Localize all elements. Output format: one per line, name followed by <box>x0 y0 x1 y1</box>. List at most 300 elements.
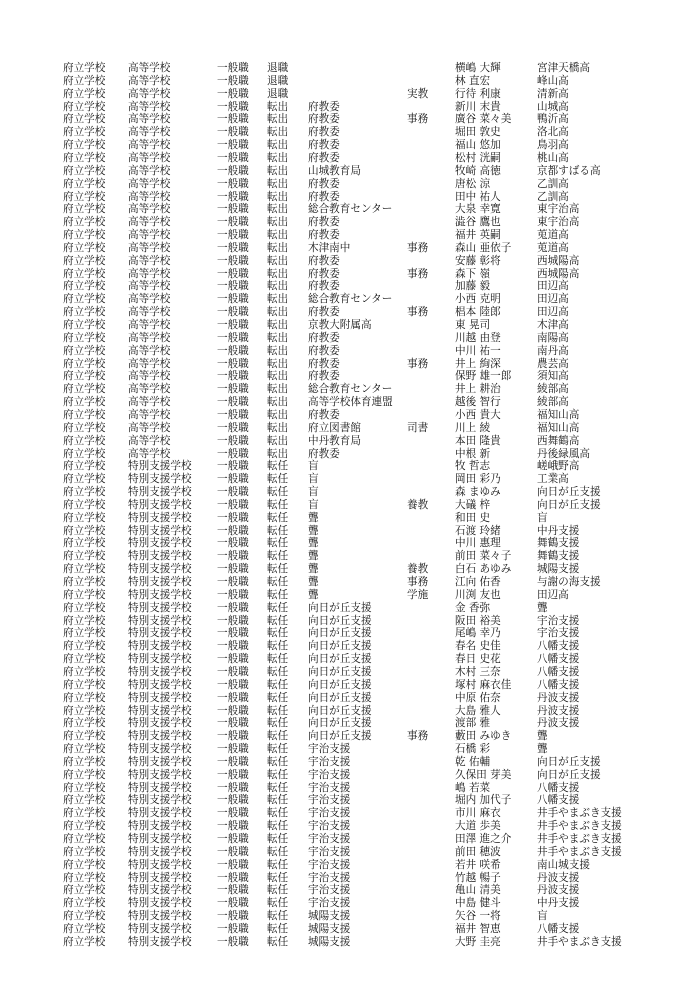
job-type-cell: 一般職 <box>217 383 249 396</box>
person-name-cell: 東 晃司 <box>455 319 491 331</box>
job-type-cell: 一般職 <box>217 691 249 704</box>
movement-cell: 退職 <box>267 74 289 87</box>
category-cell: 府立学校 <box>63 190 106 203</box>
person-name-cell: 福山 悠加 <box>455 139 501 152</box>
table-row <box>0 756 700 769</box>
school-type-cell: 高等学校 <box>128 151 171 164</box>
origin-cell: 南丹高 <box>537 344 569 357</box>
school-type-cell: 高等学校 <box>128 396 171 409</box>
job-type-cell: 一般職 <box>217 935 249 948</box>
destination-cell: 城陽支援 <box>308 935 351 948</box>
origin-cell: 福知山高 <box>537 421 580 434</box>
movement-cell: 転任 <box>267 833 289 845</box>
origin-cell: 乙訓高 <box>537 190 569 203</box>
category-cell: 府立学校 <box>63 293 106 306</box>
school-type-cell: 高等学校 <box>128 241 171 254</box>
movement-cell: 転出 <box>267 216 289 229</box>
origin-cell: 山城高 <box>537 100 569 113</box>
school-type-cell: 特別支援学校 <box>128 498 192 511</box>
table-row <box>0 165 700 178</box>
table-row <box>0 910 700 923</box>
job-type-cell: 一般職 <box>217 62 249 74</box>
origin-cell: 京都すばる高 <box>537 164 601 177</box>
position-cell: 養教 <box>407 563 429 576</box>
job-type-cell: 一般職 <box>217 331 249 344</box>
table-row <box>0 139 700 152</box>
job-type-cell: 一般職 <box>217 678 249 691</box>
table-row <box>0 126 700 139</box>
origin-cell: 井手やまぶき支援 <box>537 833 622 845</box>
category-cell: 府立学校 <box>63 113 106 126</box>
destination-cell: 向日が丘支援 <box>308 665 372 678</box>
origin-cell: 盲 <box>537 910 548 923</box>
person-name-cell: 加藤 毅 <box>455 280 491 293</box>
destination-cell: 宇治支援 <box>308 794 351 807</box>
job-type-cell: 一般職 <box>217 190 249 203</box>
movement-cell: 転出 <box>267 241 289 254</box>
job-type-cell: 一般職 <box>217 280 249 293</box>
category-cell: 府立学校 <box>63 653 106 666</box>
school-type-cell: 特別支援学校 <box>128 653 192 666</box>
person-name-cell: 木村 三奈 <box>455 665 501 678</box>
table-row <box>0 537 700 550</box>
category-cell: 府立学校 <box>63 331 106 344</box>
movement-cell: 転出 <box>267 306 289 319</box>
table-row <box>0 820 700 833</box>
category-cell: 府立学校 <box>63 267 106 280</box>
origin-cell: 東宇治高 <box>537 216 580 229</box>
movement-cell: 転出 <box>267 190 289 203</box>
origin-cell: 西舞鶴高 <box>537 434 580 447</box>
school-type-cell: 高等学校 <box>128 408 171 421</box>
job-type-cell: 一般職 <box>217 768 249 781</box>
table-row <box>0 936 700 949</box>
person-name-cell: 石渡 玲緒 <box>455 524 501 537</box>
person-name-cell: 森下 嶺 <box>455 267 491 280</box>
origin-cell: 中丹支援 <box>537 524 580 537</box>
destination-cell: 城陽支援 <box>308 910 351 923</box>
movement-cell: 転任 <box>267 678 289 691</box>
origin-cell: 西城陽高 <box>537 267 580 280</box>
table-row <box>0 383 700 396</box>
school-type-cell: 特別支援学校 <box>128 717 192 730</box>
table-row <box>0 627 700 640</box>
category-cell: 府立学校 <box>63 164 106 177</box>
origin-cell: 東宇治高 <box>537 203 580 216</box>
destination-cell: 向日が丘支援 <box>308 691 372 704</box>
person-name-cell: 牧 哲志 <box>455 460 491 473</box>
school-type-cell: 特別支援学校 <box>128 871 192 884</box>
origin-cell: 清新高 <box>537 87 569 100</box>
school-type-cell: 高等学校 <box>128 319 171 331</box>
job-type-cell: 一般職 <box>217 267 249 280</box>
school-type-cell: 特別支援学校 <box>128 460 192 473</box>
category-cell: 府立学校 <box>63 537 106 550</box>
job-type-cell: 一般職 <box>217 306 249 319</box>
job-type-cell: 一般職 <box>217 229 249 242</box>
destination-cell: 府教委 <box>308 113 340 126</box>
category-cell: 府立学校 <box>63 229 106 242</box>
table-row <box>0 113 700 126</box>
movement-cell: 転出 <box>267 331 289 344</box>
category-cell: 府立学校 <box>63 383 106 396</box>
category-cell: 府立学校 <box>63 280 106 293</box>
origin-cell: 福知山高 <box>537 408 580 421</box>
origin-cell: 八幡支援 <box>537 640 580 653</box>
table-row <box>0 473 700 486</box>
person-name-cell: 岡田 彩乃 <box>455 473 501 486</box>
job-type-cell: 一般職 <box>217 486 249 499</box>
category-cell: 府立学校 <box>63 845 106 858</box>
job-type-cell: 一般職 <box>217 640 249 653</box>
origin-cell: 農芸高 <box>537 357 569 370</box>
category-cell: 府立学校 <box>63 588 106 601</box>
school-type-cell: 特別支援学校 <box>128 588 192 601</box>
person-name-cell: 尾嶋 幸乃 <box>455 627 501 640</box>
person-name-cell: 乾 佑輔 <box>455 755 491 768</box>
school-type-cell: 特別支援学校 <box>128 704 192 717</box>
destination-cell: 盲 <box>308 486 319 499</box>
job-type-cell: 一般職 <box>217 151 249 164</box>
origin-cell: 丹後緑風高 <box>537 447 590 460</box>
movement-cell: 転出 <box>267 177 289 190</box>
position-cell: 司書 <box>407 421 429 434</box>
movement-cell: 転任 <box>267 627 289 640</box>
table-row <box>0 191 700 204</box>
person-name-cell: 中島 健斗 <box>455 897 501 910</box>
movement-cell: 転任 <box>267 537 289 550</box>
school-type-cell: 高等学校 <box>128 434 171 447</box>
movement-cell: 転任 <box>267 755 289 768</box>
category-cell: 府立学校 <box>63 550 106 563</box>
origin-cell: 聾 <box>537 601 548 614</box>
school-type-cell: 特別支援学校 <box>128 665 192 678</box>
person-name-cell: 中原 佑奈 <box>455 691 501 704</box>
position-cell: 事務 <box>407 241 429 254</box>
category-cell: 府立学校 <box>63 820 106 833</box>
school-type-cell: 高等学校 <box>128 113 171 126</box>
table-row <box>0 615 700 628</box>
origin-cell: 田辺高 <box>537 306 569 319</box>
job-type-cell: 一般職 <box>217 254 249 267</box>
movement-cell: 転任 <box>267 935 289 948</box>
destination-cell: 宇治支援 <box>308 781 351 794</box>
school-type-cell: 特別支援学校 <box>128 691 192 704</box>
origin-cell: 井手やまぶき支援 <box>537 820 622 833</box>
movement-cell: 転任 <box>267 486 289 499</box>
table-row <box>0 640 700 653</box>
destination-cell: 中丹教育局 <box>308 434 361 447</box>
movement-cell: 転任 <box>267 498 289 511</box>
movement-cell: 転出 <box>267 267 289 280</box>
movement-cell: 転任 <box>267 897 289 910</box>
person-name-cell: 越後 智行 <box>455 396 501 409</box>
origin-cell: 舞鶴支援 <box>537 537 580 550</box>
person-name-cell: 小西 克明 <box>455 293 501 306</box>
destination-cell: 府教委 <box>308 139 340 152</box>
category-cell: 府立学校 <box>63 665 106 678</box>
category-cell: 府立学校 <box>63 563 106 576</box>
origin-cell: 須知高 <box>537 370 569 383</box>
movement-cell: 転任 <box>267 717 289 730</box>
origin-cell: 八幡支援 <box>537 678 580 691</box>
category-cell: 府立学校 <box>63 807 106 820</box>
job-type-cell: 一般職 <box>217 100 249 113</box>
origin-cell: 井手やまぶき支援 <box>537 845 622 858</box>
movement-cell: 転任 <box>267 910 289 923</box>
position-cell: 事務 <box>407 576 429 588</box>
table-row <box>0 705 700 718</box>
table-row <box>0 769 700 782</box>
category-cell: 府立学校 <box>63 87 106 100</box>
person-name-cell: 前田 菜々子 <box>455 550 512 563</box>
person-name-cell: 金 香弥 <box>455 601 491 614</box>
table-row <box>0 884 700 897</box>
destination-cell: 向日が丘支援 <box>308 704 372 717</box>
table-row <box>0 178 700 191</box>
table-row <box>0 88 700 101</box>
person-name-cell: 本田 隆貴 <box>455 434 501 447</box>
table-row <box>0 679 700 692</box>
school-type-cell: 特別支援学校 <box>128 897 192 910</box>
job-type-cell: 一般職 <box>217 858 249 871</box>
movement-cell: 転出 <box>267 254 289 267</box>
destination-cell: 総合教育センター <box>308 383 393 396</box>
table-row <box>0 653 700 666</box>
origin-cell: 八幡支援 <box>537 653 580 666</box>
category-cell: 府立学校 <box>63 704 106 717</box>
movement-cell: 転出 <box>267 421 289 434</box>
origin-cell: 城陽支援 <box>537 563 580 576</box>
category-cell: 府立学校 <box>63 833 106 845</box>
destination-cell: 向日が丘支援 <box>308 653 372 666</box>
position-cell: 事務 <box>407 113 429 126</box>
table-row <box>0 293 700 306</box>
origin-cell: 莵道高 <box>537 241 569 254</box>
destination-cell: 府教委 <box>308 357 340 370</box>
movement-cell: 転任 <box>267 563 289 576</box>
person-name-cell: 森 まゆみ <box>455 486 501 499</box>
table-row <box>0 370 700 383</box>
destination-cell: 城陽支援 <box>308 922 351 935</box>
destination-cell: 府教委 <box>308 447 340 460</box>
origin-cell: 田辺高 <box>537 280 569 293</box>
origin-cell: 丹波支援 <box>537 884 580 897</box>
category-cell: 府立学校 <box>63 216 106 229</box>
origin-cell: 田辺高 <box>537 588 569 601</box>
category-cell: 府立学校 <box>63 601 106 614</box>
movement-cell: 転任 <box>267 614 289 627</box>
table-row <box>0 422 700 435</box>
table-row <box>0 782 700 795</box>
origin-cell: 木津高 <box>537 319 569 331</box>
table-row <box>0 859 700 872</box>
school-type-cell: 特別支援学校 <box>128 640 192 653</box>
table-row <box>0 666 700 679</box>
origin-cell: 桃山高 <box>537 151 569 164</box>
destination-cell: 総合教育センター <box>308 203 393 216</box>
school-type-cell: 特別支援学校 <box>128 627 192 640</box>
destination-cell: 向日が丘支援 <box>308 614 372 627</box>
movement-cell: 退職 <box>267 62 289 74</box>
position-cell: 学施 <box>407 588 429 601</box>
job-type-cell: 一般職 <box>217 408 249 421</box>
destination-cell: 聾 <box>308 511 319 524</box>
movement-cell: 転任 <box>267 743 289 756</box>
origin-cell: 嵯峨野高 <box>537 460 580 473</box>
school-type-cell: 高等学校 <box>128 203 171 216</box>
origin-cell: 田辺高 <box>537 293 569 306</box>
destination-cell: 宇治支援 <box>308 871 351 884</box>
job-type-cell: 一般職 <box>217 87 249 100</box>
origin-cell: 宇治支援 <box>537 614 580 627</box>
person-name-cell: 行待 利康 <box>455 87 501 100</box>
school-type-cell: 高等学校 <box>128 229 171 242</box>
category-cell: 府立学校 <box>63 370 106 383</box>
category-cell: 府立学校 <box>63 871 106 884</box>
destination-cell: 宇治支援 <box>308 820 351 833</box>
category-cell: 府立学校 <box>63 935 106 948</box>
job-type-cell: 一般職 <box>217 717 249 730</box>
movement-cell: 転任 <box>267 704 289 717</box>
person-name-cell: 川渕 友也 <box>455 588 501 601</box>
movement-cell: 転出 <box>267 357 289 370</box>
category-cell: 府立学校 <box>63 743 106 756</box>
table-row <box>0 306 700 319</box>
movement-cell: 転出 <box>267 100 289 113</box>
job-type-cell: 一般職 <box>217 216 249 229</box>
movement-cell: 転出 <box>267 151 289 164</box>
origin-cell: 向日が丘支援 <box>537 768 601 781</box>
destination-cell: 宇治支援 <box>308 768 351 781</box>
movement-cell: 転出 <box>267 434 289 447</box>
category-cell: 府立学校 <box>63 473 106 486</box>
job-type-cell: 一般職 <box>217 74 249 87</box>
person-name-cell: 中川 惠理 <box>455 537 501 550</box>
job-type-cell: 一般職 <box>217 833 249 845</box>
category-cell: 府立学校 <box>63 396 106 409</box>
school-type-cell: 特別支援学校 <box>128 935 192 948</box>
job-type-cell: 一般職 <box>217 653 249 666</box>
origin-cell: 西城陽高 <box>537 254 580 267</box>
table-row <box>0 229 700 242</box>
origin-cell: 中丹支援 <box>537 897 580 910</box>
school-type-cell: 高等学校 <box>128 267 171 280</box>
school-type-cell: 高等学校 <box>128 74 171 87</box>
destination-cell: 府教委 <box>308 177 340 190</box>
destination-cell: 府教委 <box>308 254 340 267</box>
origin-cell: 聾 <box>537 743 548 756</box>
destination-cell: 府立図書館 <box>308 421 361 434</box>
school-type-cell: 高等学校 <box>128 306 171 319</box>
category-cell: 府立学校 <box>63 241 106 254</box>
destination-cell: 府教委 <box>308 408 340 421</box>
destination-cell: 宇治支援 <box>308 884 351 897</box>
origin-cell: 聾 <box>537 730 548 743</box>
job-type-cell: 一般職 <box>217 627 249 640</box>
table-row <box>0 332 700 345</box>
school-type-cell: 特別支援学校 <box>128 563 192 576</box>
category-cell: 府立学校 <box>63 884 106 897</box>
destination-cell: 府教委 <box>308 100 340 113</box>
job-type-cell: 一般職 <box>217 730 249 743</box>
job-type-cell: 一般職 <box>217 871 249 884</box>
origin-cell: 南陽高 <box>537 331 569 344</box>
origin-cell: 向日が丘支援 <box>537 486 601 499</box>
movement-cell: 転出 <box>267 383 289 396</box>
school-type-cell: 特別支援学校 <box>128 781 192 794</box>
origin-cell: 与謝の海支援 <box>537 576 601 588</box>
movement-cell: 転出 <box>267 293 289 306</box>
person-name-cell: 春日 史花 <box>455 653 501 666</box>
person-name-cell: 大道 歩美 <box>455 820 501 833</box>
movement-cell: 転任 <box>267 768 289 781</box>
job-type-cell: 一般職 <box>217 794 249 807</box>
school-type-cell: 特別支援学校 <box>128 807 192 820</box>
movement-cell: 転任 <box>267 858 289 871</box>
destination-cell: 向日が丘支援 <box>308 717 372 730</box>
school-type-cell: 高等学校 <box>128 280 171 293</box>
job-type-cell: 一般職 <box>217 396 249 409</box>
destination-cell: 宇治支援 <box>308 755 351 768</box>
school-type-cell: 特別支援学校 <box>128 511 192 524</box>
destination-cell: 宇治支援 <box>308 833 351 845</box>
job-type-cell: 一般職 <box>217 614 249 627</box>
origin-cell: 洛北高 <box>537 126 569 139</box>
job-type-cell: 一般職 <box>217 370 249 383</box>
school-type-cell: 特別支援学校 <box>128 833 192 845</box>
job-type-cell: 一般職 <box>217 820 249 833</box>
job-type-cell: 一般職 <box>217 460 249 473</box>
person-name-cell: 福井 英嗣 <box>455 229 501 242</box>
movement-cell: 転任 <box>267 601 289 614</box>
movement-cell: 転任 <box>267 820 289 833</box>
origin-cell: 乙訓高 <box>537 177 569 190</box>
school-type-cell: 特別支援学校 <box>128 730 192 743</box>
category-cell: 府立学校 <box>63 151 106 164</box>
origin-cell: 八幡支援 <box>537 794 580 807</box>
destination-cell: 府教委 <box>308 126 340 139</box>
school-type-cell: 特別支援学校 <box>128 794 192 807</box>
person-name-cell: 川上 綾 <box>455 421 491 434</box>
category-cell: 府立学校 <box>63 139 106 152</box>
movement-cell: 転出 <box>267 164 289 177</box>
category-cell: 府立学校 <box>63 486 106 499</box>
category-cell: 府立学校 <box>63 781 106 794</box>
destination-cell: 盲 <box>308 498 319 511</box>
person-name-cell: 竹越 暢子 <box>455 871 501 884</box>
position-cell: 事務 <box>407 730 429 743</box>
movement-cell: 転任 <box>267 576 289 588</box>
job-type-cell: 一般職 <box>217 139 249 152</box>
person-name-cell: 中川 祐一 <box>455 344 501 357</box>
category-cell: 府立学校 <box>63 691 106 704</box>
job-type-cell: 一般職 <box>217 537 249 550</box>
school-type-cell: 高等学校 <box>128 62 171 74</box>
person-name-cell: 新川 末貴 <box>455 100 501 113</box>
job-type-cell: 一般職 <box>217 922 249 935</box>
job-type-cell: 一般職 <box>217 357 249 370</box>
job-type-cell: 一般職 <box>217 473 249 486</box>
category-cell: 府立学校 <box>63 794 106 807</box>
person-name-cell: 亀山 清美 <box>455 884 501 897</box>
school-type-cell: 高等学校 <box>128 177 171 190</box>
school-type-cell: 特別支援学校 <box>128 884 192 897</box>
table-row <box>0 255 700 268</box>
table-row <box>0 435 700 448</box>
person-name-cell: 中根 新 <box>455 447 491 460</box>
table-row <box>0 563 700 576</box>
